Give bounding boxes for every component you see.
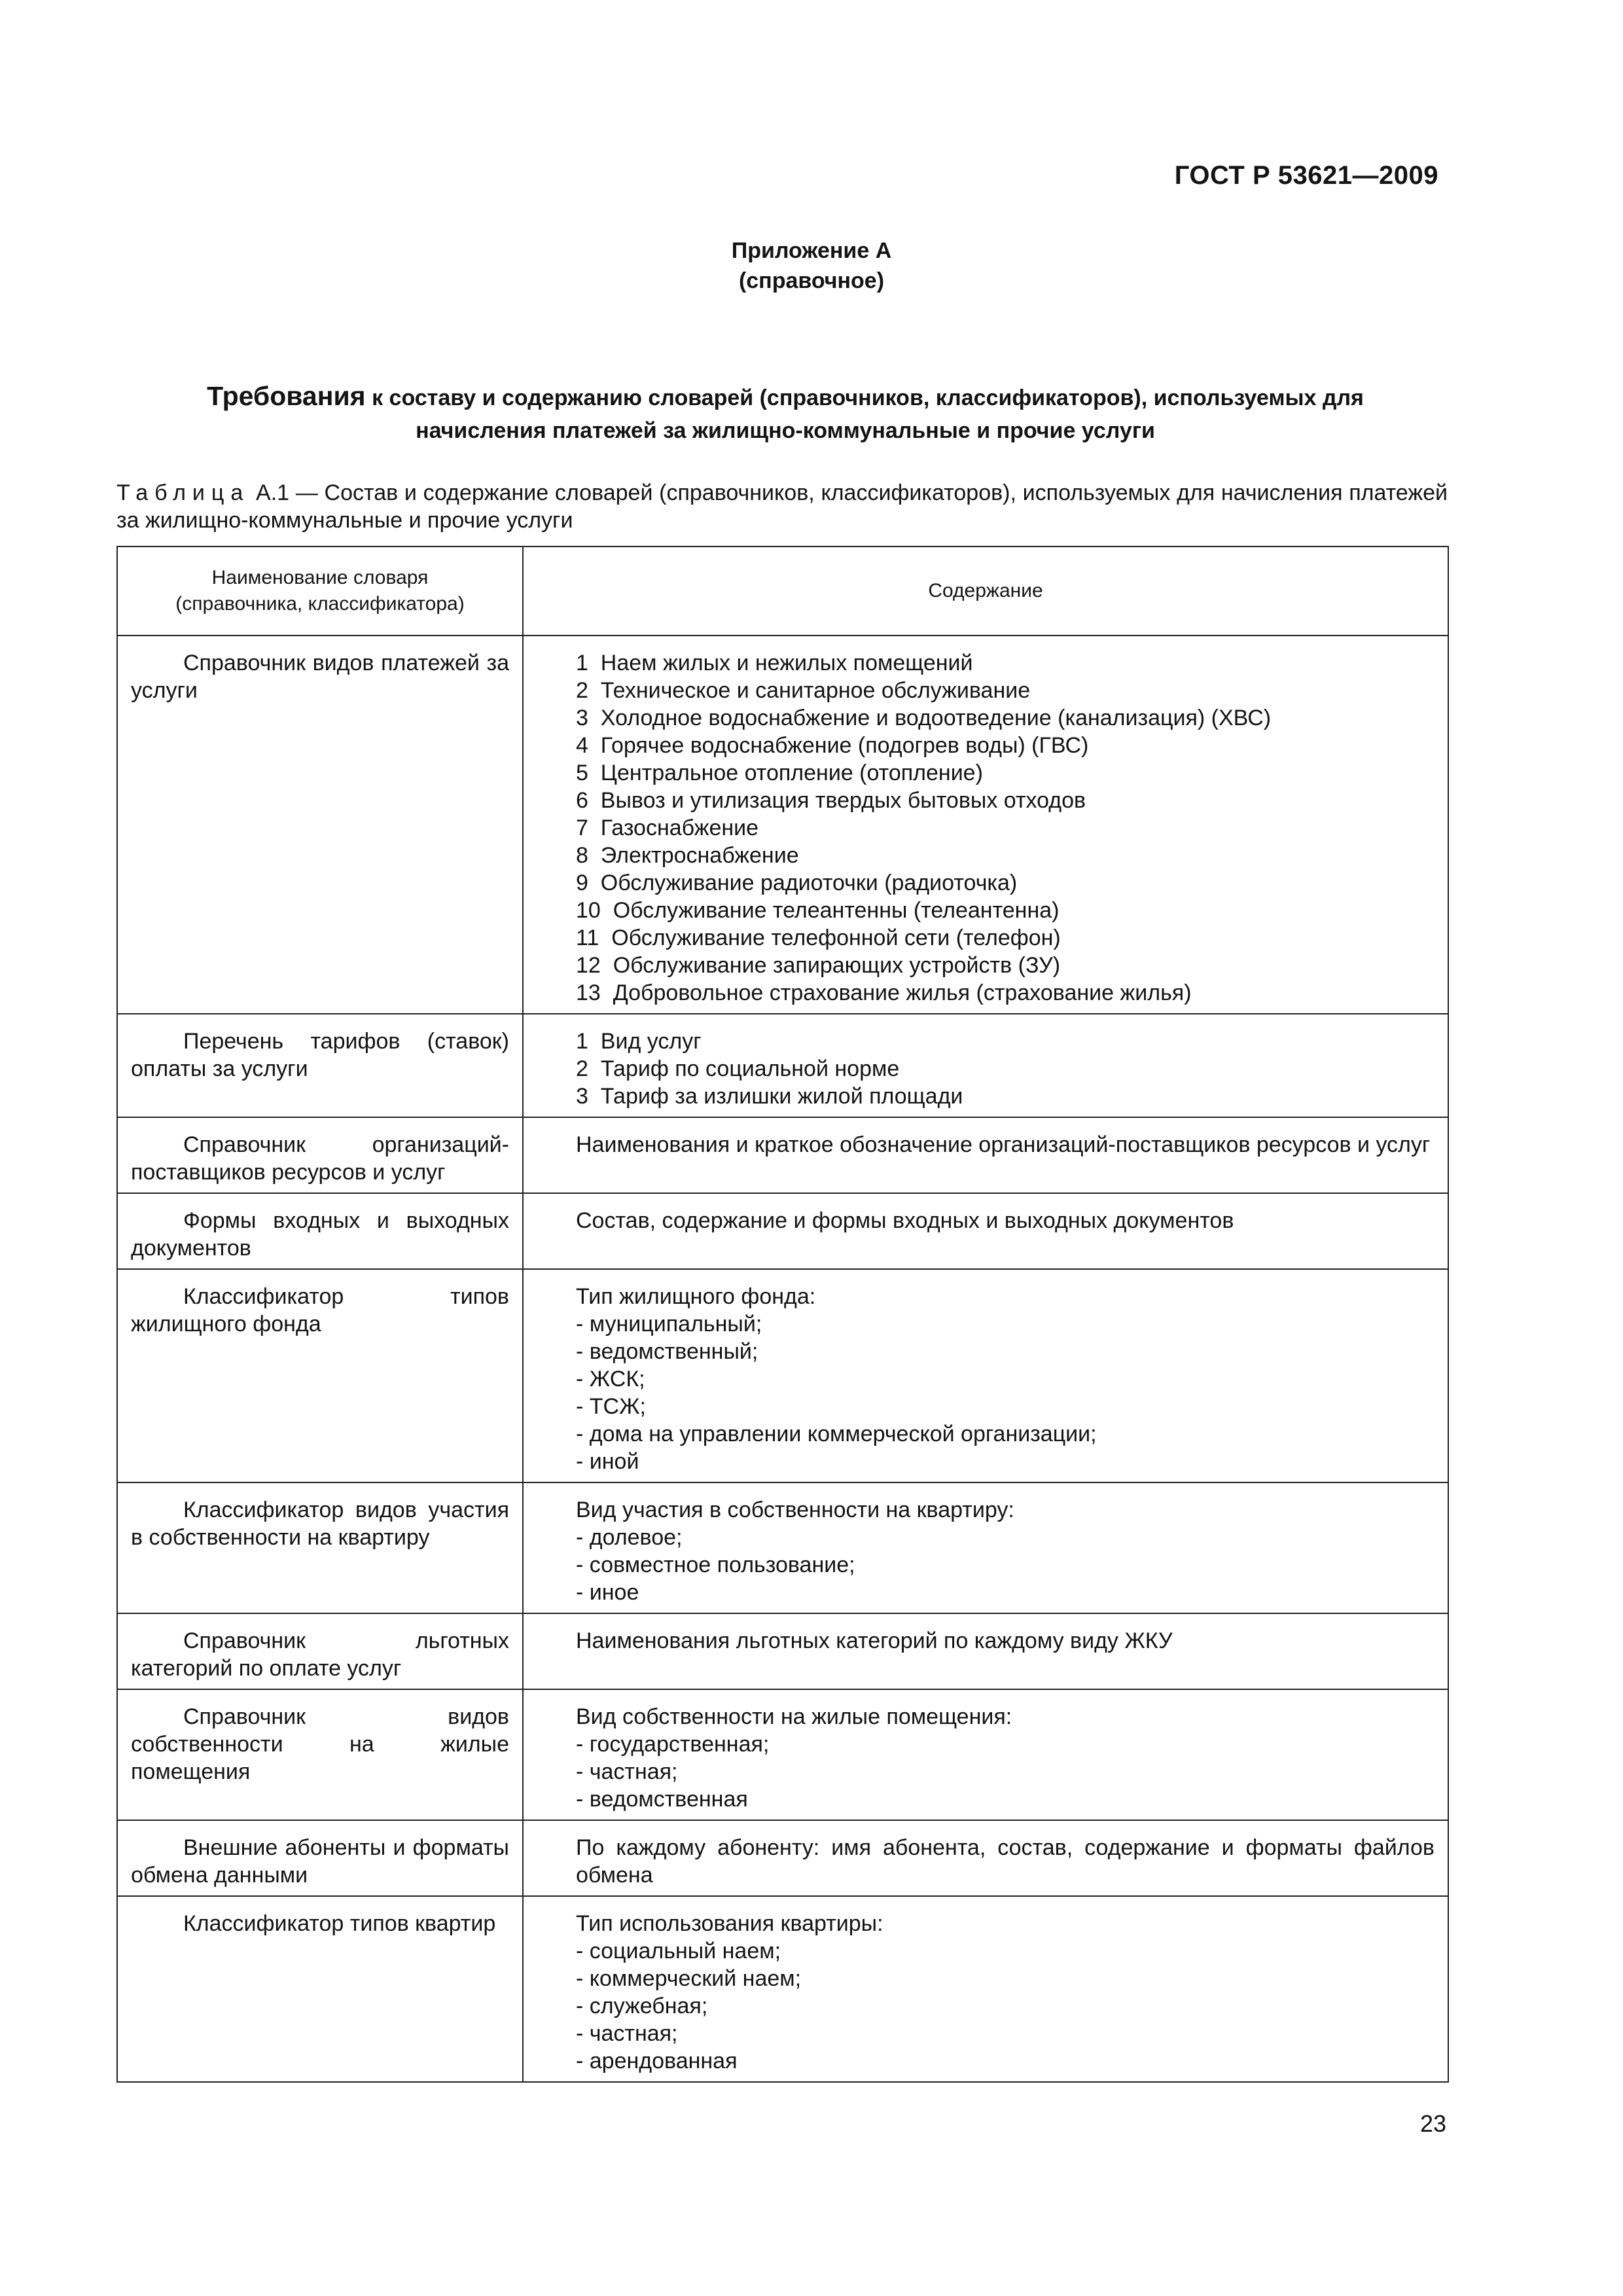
content-line: 2 Тариф по социальной норме [576, 1056, 900, 1081]
content-line: 6 Вывоз и утилизация твердых бытовых отходов [576, 788, 1086, 813]
content-line: - арендованная [576, 2049, 738, 2073]
table-row [117, 1014, 1448, 1117]
content-line: 1 Наем жилых и нежилых помещений [576, 651, 973, 675]
table-body [117, 636, 1448, 2082]
document-code: ГОСТ Р 53621—2009 [1174, 161, 1438, 190]
table-row [117, 1689, 1448, 1820]
column-header-content: Содержание [523, 547, 1448, 636]
requirements-title-lead: Требования [207, 381, 366, 411]
content-line: - социальный наем; [576, 1939, 781, 1964]
content-line: - муниципальный; [576, 1312, 762, 1336]
dictionary-content-cell [523, 1014, 1448, 1117]
dictionary-name-cell: Внешние абоненты и форматы обмена данными [117, 1820, 523, 1896]
dictionary-content-cell [523, 636, 1448, 1014]
annex-subtitle: (справочное) [738, 268, 885, 293]
dictionary-name-cell: Формы входных и выходных документов [117, 1193, 523, 1269]
content-line: 12 Обслуживание запирающих устройств (ЗУ) [576, 953, 1061, 978]
table-caption [116, 479, 1448, 534]
dictionaries-table [116, 546, 1449, 2083]
table-row [117, 1896, 1448, 2082]
content-line: - долевое; [576, 1525, 683, 1550]
dictionary-name-cell: Справочник видов собственности на жилые помещения [117, 1689, 523, 1820]
dictionary-content-cell [523, 1896, 1448, 2082]
dictionary-name-cell: Классификатор типов квартир [117, 1896, 523, 2082]
annex-title: Приложение А [731, 238, 892, 263]
content-line: Вид участия в собственности на квартиру: [576, 1498, 1014, 1522]
content-line: Наименования и краткое обозначение организаций-поставщиков ресурсов и услуг [576, 1132, 1431, 1157]
table-row [117, 636, 1448, 1014]
page-number: 23 [1419, 2110, 1446, 2137]
content-line: - ТСЖ; [576, 1394, 646, 1419]
content-line: - частная; [576, 1759, 678, 1784]
table-row [117, 1269, 1448, 1482]
content-line: - государственная; [576, 1732, 770, 1757]
table-row [117, 1117, 1448, 1193]
dictionary-content-cell [523, 1482, 1448, 1613]
content-line: 5 Центральное отопление (отопление) [576, 761, 983, 785]
dictionary-name-cell: Справочник видов платежей за услуги [117, 636, 523, 1014]
dictionary-name-cell: Перечень тарифов (ставок) оплаты за услуги [117, 1014, 523, 1117]
content-line: Состав, содержание и формы входных и выходных документов [576, 1208, 1234, 1233]
content-line: - иное [576, 1580, 639, 1605]
table-caption-text: А.1 — Состав и содержание словарей (справочников, классификаторов), используемых для начисления платежей за жилищно-коммунальные и прочие услуги [116, 480, 1448, 533]
table-row [117, 1482, 1448, 1613]
content-line: 3 Холодное водоснабжение и водоотведение (канализация) (ХВС) [576, 706, 1272, 730]
content-line: 9 Обслуживание радиоточки (радиоточка) [576, 870, 1018, 895]
content-line: - иной [576, 1449, 639, 1474]
content-line: По каждому абоненту: имя абонента, состав, содержание и форматы файлов обмена [576, 1835, 1435, 1888]
dictionary-content-cell [523, 1269, 1448, 1482]
content-line: 3 Тариф за излишки жилой площади [576, 1084, 963, 1109]
column-header-name: Наименование словаря (справочника, классификатора) [117, 547, 523, 636]
content-line: 7 Газоснабжение [576, 816, 759, 840]
table-row [117, 1193, 1448, 1269]
content-line: - дома на управлении коммерческой организации; [576, 1422, 1097, 1446]
content-line: 10 Обслуживание телеантенны (телеантенна) [576, 898, 1060, 923]
requirements-title-line2: начисления платежей за жилищно-коммунальные и прочие услуги [416, 418, 1155, 443]
content-line: 8 Электроснабжение [576, 843, 799, 868]
content-line: Тип жилищного фонда: [576, 1284, 816, 1309]
dictionary-name-cell: Справочник льготных категорий по оплате услуг [117, 1613, 523, 1689]
content-line: Наименования льготных категорий по каждому виду ЖКУ [576, 1628, 1173, 1653]
content-line: 13 Добровольное страхование жилья (страхование жилья) [576, 980, 1192, 1005]
annex-heading [0, 236, 1623, 296]
dictionary-content-cell [523, 1193, 1448, 1269]
requirements-title [131, 380, 1440, 447]
dictionary-content-cell [523, 1689, 1448, 1820]
table-caption-label: Таблица [116, 480, 250, 505]
content-line: - частная; [576, 2021, 678, 2046]
content-line: - ведомственная [576, 1787, 748, 1812]
content-line: - служебная; [576, 1994, 708, 2018]
table-row [117, 1820, 1448, 1896]
dictionary-name-cell: Справочник организаций-поставщиков ресурсов и услуг [117, 1117, 523, 1193]
dictionary-content-cell [523, 1820, 1448, 1896]
dictionary-content-cell [523, 1613, 1448, 1689]
dictionary-name-cell: Классификатор типов жилищного фонда [117, 1269, 523, 1482]
table-header-row [117, 547, 1448, 636]
content-line: Тип использования квартиры: [576, 1911, 883, 1936]
content-line: 4 Горячее водоснабжение (подогрев воды) (ГВС) [576, 733, 1089, 758]
dictionary-name-cell: Классификатор видов участия в собственности на квартиру [117, 1482, 523, 1613]
content-line: 11 Обслуживание телефонной сети (телефон) [576, 925, 1061, 950]
table-row [117, 1613, 1448, 1689]
content-line: - ЖСК; [576, 1367, 645, 1391]
dictionary-content-cell [523, 1117, 1448, 1193]
content-line: 2 Техническое и санитарное обслуживание [576, 678, 1031, 703]
content-line: 1 Вид услуг [576, 1029, 702, 1054]
content-line: Вид собственности на жилые помещения: [576, 1704, 1012, 1729]
content-line: - совместное пользование; [576, 1552, 855, 1577]
requirements-title-line1: к составу и содержанию словарей (справочников, классификаторов), используемых для [372, 386, 1364, 410]
content-line: - ведомственный; [576, 1339, 758, 1364]
content-line: - коммерческий наем; [576, 1966, 802, 1991]
